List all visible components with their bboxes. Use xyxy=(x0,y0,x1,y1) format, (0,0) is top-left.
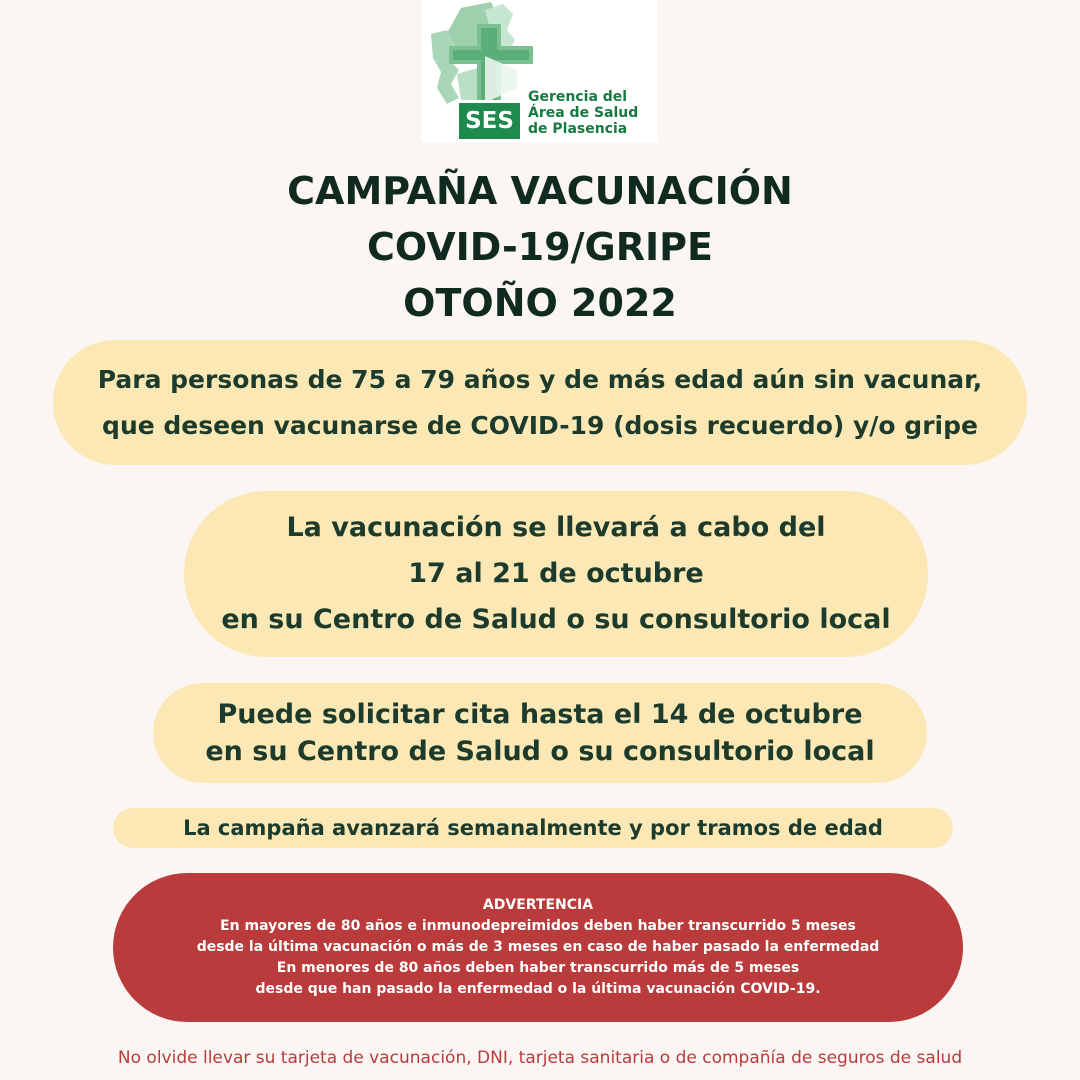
logo-organization-name xyxy=(528,89,654,137)
logo-text-line: Área de Salud xyxy=(528,105,639,121)
warning-line: En mayores de 80 años e inmunodepreimidos deben haber transcurrido 5 meses xyxy=(220,918,856,934)
campaign-title xyxy=(120,163,960,331)
warning-line: desde la última vacunación o más de 3 meses en caso de haber pasado la enfermedad xyxy=(196,939,880,955)
title-line: CAMPAÑA VACUNACIÓN xyxy=(287,169,793,213)
dates-line: La vacunación se llevará a cabo del xyxy=(286,512,826,543)
target-group-banner xyxy=(53,340,1027,465)
title-line: OTOÑO 2022 xyxy=(403,281,677,325)
ses-badge: SES xyxy=(459,103,520,139)
warning-banner xyxy=(113,873,963,1022)
logo-text-line: de Plasencia xyxy=(528,121,628,137)
appointment-line: Puede solicitar cita hasta el 14 de octubre xyxy=(217,699,863,730)
appointment-banner xyxy=(153,683,927,783)
logo-text-line: Gerencia del xyxy=(528,89,628,105)
appointment-line: en su Centro de Salud o su consultorio local xyxy=(205,736,875,767)
warning-heading: ADVERTENCIA xyxy=(482,897,594,913)
dates-line: 17 al 21 de octubre xyxy=(408,558,704,589)
target-group-line: que deseen vacunarse de COVID-19 (dosis recuerdo) y/o gripe xyxy=(102,410,978,440)
footer-reminder: No olvide llevar su tarjeta de vacunación, DNI, tarjeta sanitaria o de compañía de seguros de salud xyxy=(117,1048,963,1068)
vaccination-dates-banner xyxy=(184,491,928,657)
warning-line: En menores de 80 años deben haber transcurrido más de 5 meses xyxy=(276,960,800,976)
warning-line: desde que han pasado la enfermedad o la última vacunación COVID-19. xyxy=(255,981,821,997)
target-group-line: Para personas de 75 a 79 años y de más edad aún sin vacunar, xyxy=(97,364,983,394)
ses-logo xyxy=(421,0,657,142)
dates-line: en su Centro de Salud o su consultorio local xyxy=(221,604,891,635)
progression-banner xyxy=(113,808,953,848)
title-line: COVID-19/GRIPE xyxy=(367,225,713,269)
progression-text: La campaña avanzará semanalmente y por tramos de edad xyxy=(183,816,883,840)
